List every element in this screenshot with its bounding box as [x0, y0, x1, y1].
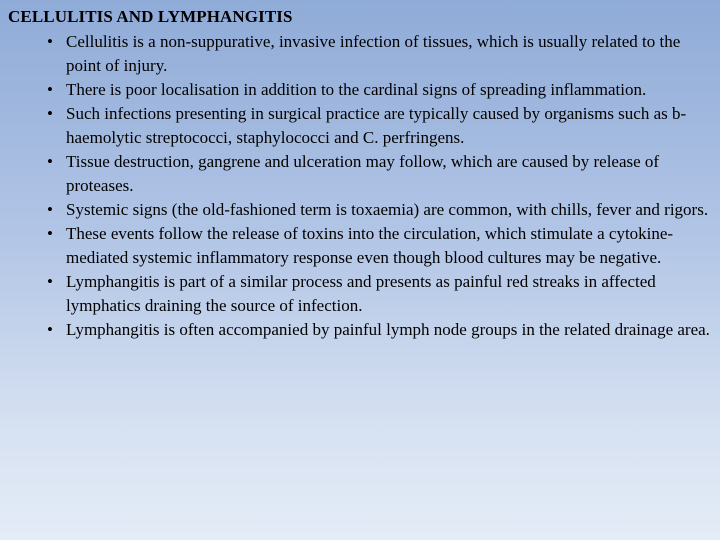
bullet-dot-icon: •	[47, 152, 53, 171]
bullet-text: These events follow the release of toxins into the circulation, which stimulate a cytokine-mediated systemic inflammatory response even though blood cultures may be negative.	[66, 224, 674, 267]
slide-title: CELLULITIS AND LYMPHANGITIS	[8, 7, 293, 26]
bullet-item	[8, 102, 712, 150]
bullet-item	[8, 318, 712, 342]
bullet-text: Such infections presenting in surgical practice are typically caused by organisms such as b-haemolytic streptococci, staphylococci and C. perfringens.	[66, 104, 687, 147]
bullet-list	[8, 30, 712, 342]
bullet-dot-icon: •	[47, 80, 53, 99]
bullet-dot-icon: •	[47, 104, 53, 123]
bullet-item	[8, 222, 712, 270]
bullet-dot-icon: •	[47, 272, 53, 291]
bullet-text: Cellulitis is a non-suppurative, invasive infection of tissues, which is usually related to the point of injury.	[66, 32, 681, 75]
bullet-item	[8, 270, 712, 318]
bullet-text: There is poor localisation in addition to the cardinal signs of spreading inflammation.	[66, 80, 647, 99]
bullet-dot-icon: •	[47, 224, 53, 243]
bullet-text: Lymphangitis is often accompanied by painful lymph node groups in the related drainage area.	[66, 320, 710, 339]
bullet-text: Lymphangitis is part of a similar process and presents as painful red streaks in affected lymphatics draining the source of infection.	[66, 272, 656, 315]
bullet-text: Tissue destruction, gangrene and ulceration may follow, which are caused by release of proteases.	[66, 152, 660, 195]
bullet-dot-icon: •	[47, 32, 53, 51]
bullet-item	[8, 78, 712, 102]
bullet-dot-icon: •	[47, 320, 53, 339]
bullet-item	[8, 30, 712, 78]
bullet-dot-icon: •	[47, 200, 53, 219]
bullet-text: Systemic signs (the old-fashioned term is toxaemia) are common, with chills, fever and rigors.	[66, 200, 709, 219]
bullet-item	[8, 198, 712, 222]
bullet-item	[8, 150, 712, 198]
